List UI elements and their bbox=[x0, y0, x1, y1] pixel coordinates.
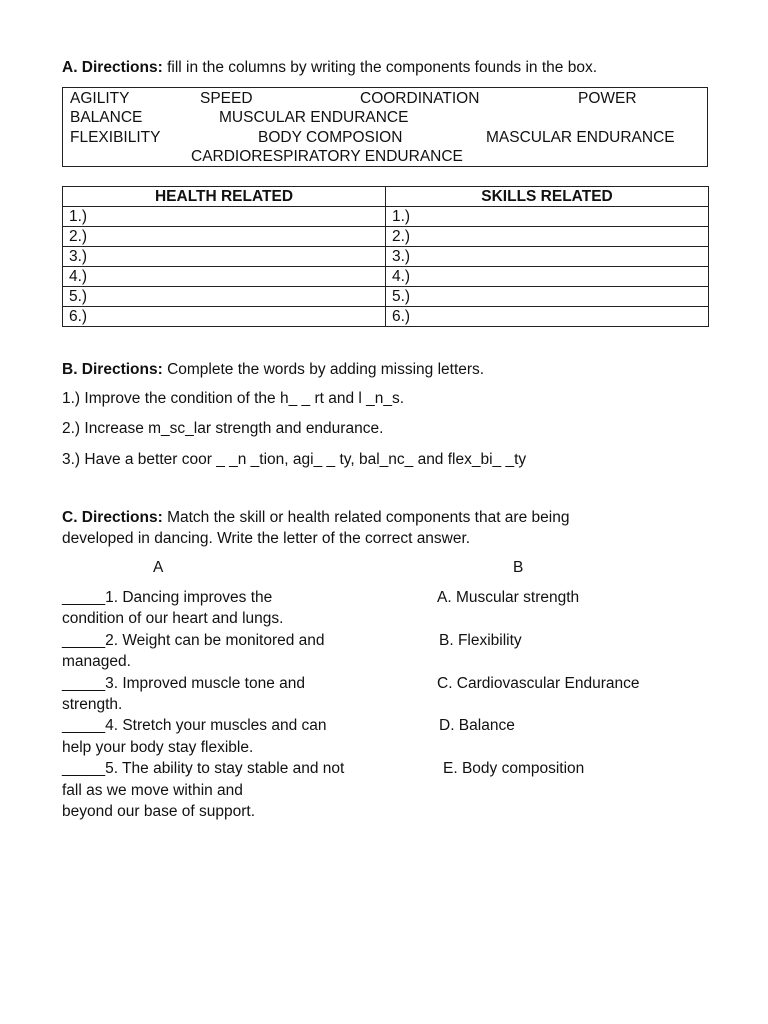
table-row bbox=[63, 227, 709, 247]
word-muscular-endurance: MUSCULAR ENDURANCE bbox=[219, 109, 409, 126]
health-cell-4[interactable]: 4.) bbox=[63, 267, 386, 287]
section-c-label: C. Directions: bbox=[62, 509, 163, 526]
section-b-item-2: 2.) Increase m_sc_lar strength and endurance. bbox=[62, 420, 384, 437]
choice-d: D. Balance bbox=[439, 717, 515, 734]
section-b-directions bbox=[62, 360, 484, 381]
word-box bbox=[62, 87, 708, 167]
skills-cell-2[interactable]: 2.) bbox=[386, 227, 709, 247]
section-c-text-2: developed in dancing. Write the letter of the correct answer. bbox=[62, 530, 471, 547]
match-item-1-line-1: _____1. Dancing improves the bbox=[62, 589, 273, 606]
components-table bbox=[62, 186, 709, 327]
table-header-row bbox=[63, 187, 709, 207]
skills-cell-1[interactable]: 1.) bbox=[386, 207, 709, 227]
word-body-composion: BODY COMPOSION bbox=[258, 129, 403, 146]
health-cell-5[interactable]: 5.) bbox=[63, 287, 386, 307]
health-cell-2[interactable]: 2.) bbox=[63, 227, 386, 247]
table-row bbox=[63, 287, 709, 307]
word-speed: SPEED bbox=[200, 90, 253, 107]
section-a-label: A. Directions: bbox=[62, 59, 163, 76]
word-power: POWER bbox=[578, 90, 637, 107]
match-item-4-line-1: _____4. Stretch your muscles and can bbox=[62, 717, 327, 734]
table-row bbox=[63, 307, 709, 327]
section-a-directions bbox=[62, 58, 597, 79]
word-balance: BALANCE bbox=[70, 109, 143, 126]
section-c-directions bbox=[62, 508, 569, 529]
match-item-5-line-3: beyond our base of support. bbox=[62, 803, 256, 820]
choice-a: A. Muscular strength bbox=[437, 589, 580, 606]
health-cell-6[interactable]: 6.) bbox=[63, 307, 386, 327]
match-item-5-line-2: fall as we move within and bbox=[62, 782, 243, 799]
match-item-1-line-2: condition of our heart and lungs. bbox=[62, 610, 284, 627]
column-b-header: B bbox=[513, 559, 524, 576]
health-cell-3[interactable]: 3.) bbox=[63, 247, 386, 267]
skills-cell-5[interactable]: 5.) bbox=[386, 287, 709, 307]
word-agility: AGILITY bbox=[70, 90, 130, 107]
table-row bbox=[63, 247, 709, 267]
health-cell-1[interactable]: 1.) bbox=[63, 207, 386, 227]
table-row bbox=[63, 207, 709, 227]
match-item-5-line-1: _____5. The ability to stay stable and not bbox=[62, 760, 345, 777]
match-item-2-line-1: _____2. Weight can be monitored and bbox=[62, 632, 325, 649]
word-mascular-endurance: MASCULAR ENDURANCE bbox=[486, 129, 675, 146]
header-health-related: HEALTH RELATED bbox=[63, 187, 386, 207]
choice-b: B. Flexibility bbox=[439, 632, 522, 649]
match-item-4-line-2: help your body stay flexible. bbox=[62, 739, 254, 756]
section-b-text: Complete the words by adding missing letters. bbox=[162, 361, 485, 378]
header-skills-related: SKILLS RELATED bbox=[386, 187, 709, 207]
skills-cell-6[interactable]: 6.) bbox=[386, 307, 709, 327]
word-cardiorespiratory-endurance: CARDIORESPIRATORY ENDURANCE bbox=[191, 148, 463, 165]
table-row bbox=[63, 267, 709, 287]
choice-e: E. Body composition bbox=[443, 760, 585, 777]
section-b-item-1: 1.) Improve the condition of the h_ _ rt and l _n_s. bbox=[62, 390, 405, 407]
word-coordination: COORDINATION bbox=[360, 90, 480, 107]
section-c-text-1: Match the skill or health related components that are being bbox=[162, 509, 570, 526]
skills-cell-3[interactable]: 3.) bbox=[386, 247, 709, 267]
section-a-text: fill in the columns by writing the components founds in the box. bbox=[162, 59, 598, 76]
choice-c: C. Cardiovascular Endurance bbox=[437, 675, 640, 692]
match-item-2-line-2: managed. bbox=[62, 653, 131, 670]
word-flexibility: FLEXIBILITY bbox=[70, 129, 161, 146]
section-b-label: B. Directions: bbox=[62, 361, 163, 378]
column-a-header: A bbox=[153, 559, 164, 576]
match-item-3-line-2: strength. bbox=[62, 696, 123, 713]
match-item-3-line-1: _____3. Improved muscle tone and bbox=[62, 675, 305, 692]
skills-cell-4[interactable]: 4.) bbox=[386, 267, 709, 287]
section-b-item-3: 3.) Have a better coor _ _n _tion, agi_ _ ty, bal_nc_ and flex_bi_ _ty bbox=[62, 451, 527, 468]
